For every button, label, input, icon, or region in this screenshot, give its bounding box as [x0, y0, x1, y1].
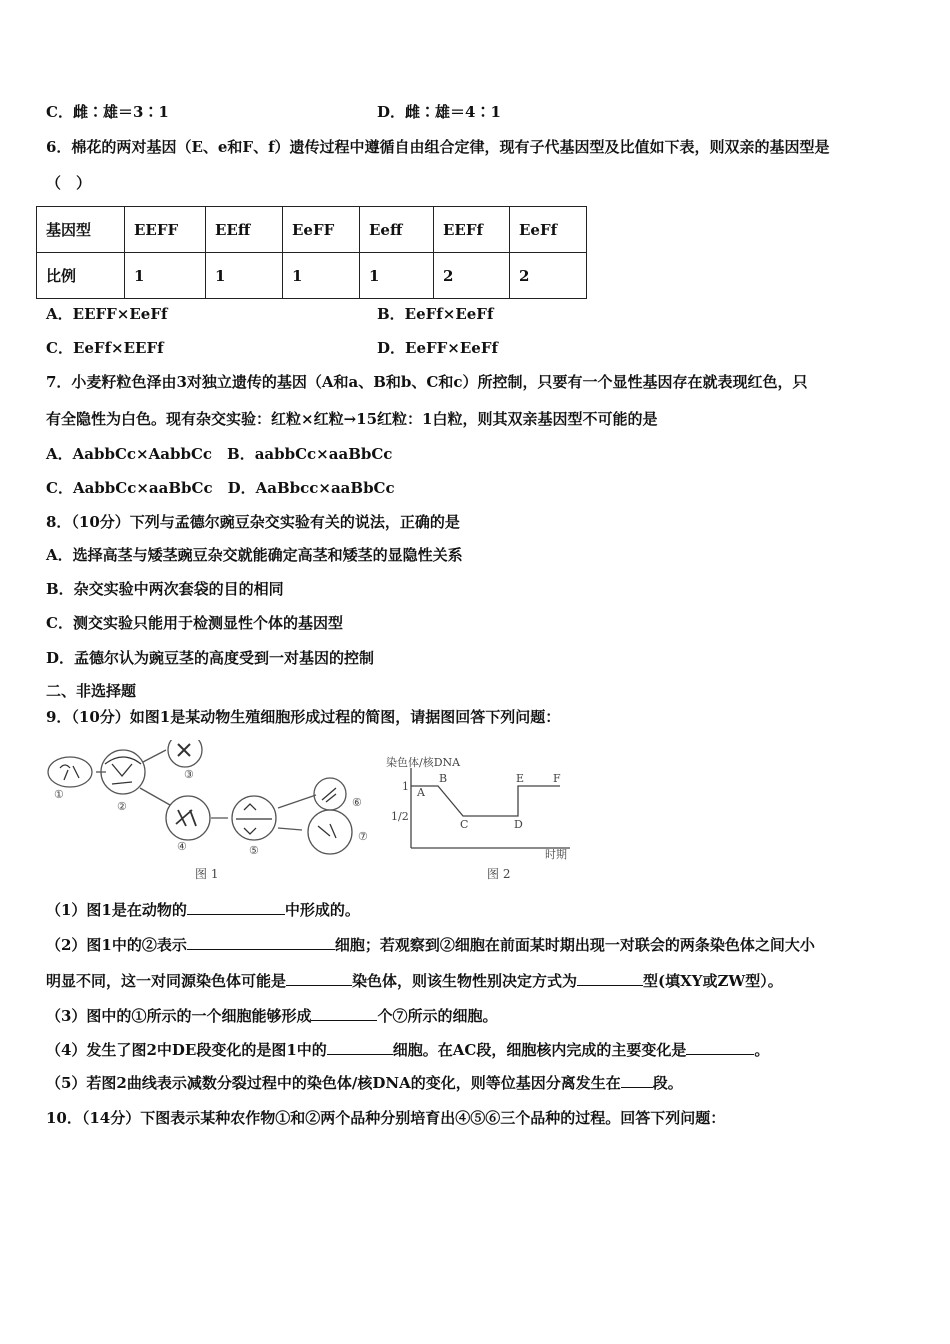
q6-stem: 6．棉花的两对基因（E、e和F、f）遗传过程中遵循自由组合定律，现有子代基因型及比值如下表，则双亲的基因型是: [46, 138, 830, 156]
q6-option-b: B．EeFf×EeFf: [377, 305, 494, 323]
answer-blank[interactable]: [286, 971, 352, 986]
q9-p2-text: （2）图1中的②表示: [46, 936, 187, 954]
q9-part-4: [46, 1040, 769, 1060]
table-cell: 1: [360, 253, 434, 299]
cell-7: [308, 810, 352, 854]
q9-part-3: [46, 1006, 497, 1026]
fig2-point-label: D: [514, 818, 523, 831]
q9-p2-text: 型(填XY或ZW型）。: [643, 972, 783, 990]
q9-figures: [40, 740, 600, 890]
fig1-label-1: ①: [54, 788, 64, 801]
q9-p1-text: （1）图1是在动物的: [46, 901, 187, 919]
q9-part-2: [46, 935, 815, 955]
fig2-point-label: E: [516, 772, 525, 785]
fig2-point-label: C: [460, 818, 469, 831]
table-row-genotype: [37, 207, 587, 253]
fig1-label-7: ⑦: [358, 830, 368, 843]
q7-options-cd: C．AabbCc×aaBbCc D．AaBbcc×aaBbCc: [46, 479, 395, 497]
cell-4: [166, 796, 210, 840]
answer-blank[interactable]: [621, 1073, 653, 1088]
q8-option-a: A．选择高茎与矮茎豌豆杂交就能确定高茎和矮茎的显隐性关系: [46, 546, 463, 564]
q9-p4-text: 。: [754, 1041, 770, 1059]
q6-option-d: D．EeFF×EeFf: [377, 339, 498, 357]
q9-part-2-cont: [46, 971, 783, 991]
genotype-table: [36, 206, 587, 299]
q9-part-5: [46, 1073, 683, 1093]
table-header-label: 基因型: [37, 207, 125, 253]
answer-blank[interactable]: [311, 1006, 377, 1021]
arrow-icon: [143, 750, 166, 762]
q9-stem: 9．（10分）如图1是某动物生殖细胞形成过程的简图，请据图回答下列问题：: [46, 708, 561, 726]
q8-option-c: C．测交实验只能用于检测显性个体的基因型: [46, 614, 343, 632]
table-cell: 1: [206, 253, 283, 299]
arrow-icon: [278, 795, 316, 808]
fig2-y-tick: 1: [402, 780, 409, 793]
figure-2-caption: 图 2: [487, 867, 511, 881]
ratio-curve: [411, 786, 560, 816]
q8-stem: 8．（10分）下列与孟德尔豌豆杂交实验有关的说法，正确的是: [46, 513, 460, 531]
fig1-label-2: ②: [117, 800, 127, 813]
section-heading: 二、非选择题: [46, 682, 137, 700]
table-cell: EEFF: [125, 207, 206, 253]
fig1-label-6: ⑥: [352, 796, 362, 809]
table-ratio-label: 比例: [37, 253, 125, 299]
arrow-icon: [278, 828, 302, 830]
q6-option-a: A．EEFF×EeFf: [46, 305, 168, 323]
answer-blank[interactable]: [187, 935, 335, 950]
q6-paren: （ ）: [46, 174, 92, 192]
table-cell: EEff: [206, 207, 283, 253]
fig1-label-3: ③: [184, 768, 194, 781]
q9-p5-text: （5）若图2曲线表示减数分裂过程中的染色体/核DNA的变化，则等位基因分离发生在: [46, 1074, 621, 1092]
table-row-ratio: [37, 253, 587, 299]
answer-blank[interactable]: [327, 1040, 393, 1055]
chromosome-icon: [176, 810, 196, 826]
q9-part-1: [46, 900, 360, 920]
figure-1-cell-diagram: [48, 740, 352, 854]
chromosome-icon: [322, 788, 336, 802]
fig2-point-label: F: [553, 772, 561, 785]
chromosome-icon: [318, 824, 336, 838]
fig2-point-label: A: [417, 786, 425, 799]
fig2-y-label: 染色体/核DNA: [386, 756, 461, 769]
cell-6: [314, 778, 346, 810]
q9-p3-text: （3）图中的①所示的一个细胞能够形成: [46, 1007, 312, 1025]
chromosome-icon: [105, 757, 141, 784]
answer-blank[interactable]: [187, 900, 285, 915]
fig2-x-label: 时期: [545, 848, 567, 861]
q7-stem-line1: 7．小麦籽粒色泽由3对独立遗传的基因（A和a、B和b、C和c）所控制，只要有一个显性基因存在就表现红色，只: [46, 373, 808, 391]
q5-option-d: D．雌∶雄＝4∶1: [377, 103, 501, 121]
q9-p4-text: （4）发生了图2中DE段变化的是图1中的: [46, 1041, 327, 1059]
chromosome-icon: [236, 804, 272, 834]
table-cell: EEFf: [434, 207, 510, 253]
q9-p3-text: 个⑦所示的细胞。: [377, 1007, 498, 1025]
q9-p2-text: 细胞；若观察到②细胞在前面某时期出现一对联会的两条染色体之间大小: [334, 936, 815, 954]
q9-p2-text: 明显不同，这一对同源染色体可能是: [46, 972, 287, 990]
table-cell: 1: [125, 253, 206, 299]
q5-option-c: C．雌∶雄＝3∶1: [46, 103, 169, 121]
table-cell: 2: [510, 253, 587, 299]
answer-blank[interactable]: [686, 1040, 754, 1055]
table-cell: EeFf: [510, 207, 587, 253]
q9-p4-text: 细胞。在AC段，细胞核内完成的主要变化是: [392, 1041, 687, 1059]
figure-1-caption: 图 1: [195, 867, 219, 881]
fig2-y-tick: 1/2: [391, 810, 409, 823]
q10-stem: 10．（14分）下图表示某种农作物①和②两个品种分别培育出④⑤⑥三个品种的过程。回答下列问题：: [46, 1109, 726, 1127]
q7-stem-line2: 有全隐性为白色。现有杂交实验：红粒×红粒→15红粒：1白粒，则其双亲基因型不可能的是: [46, 410, 658, 428]
q6-option-c: C．EeFf×EEFf: [46, 339, 164, 357]
answer-blank[interactable]: [577, 971, 643, 986]
table-cell: Eeff: [360, 207, 434, 253]
q9-p2-text: 染色体，则该生物性别决定方式为: [352, 972, 578, 990]
q8-option-b: B．杂交实验中两次套袋的目的相同: [46, 580, 284, 598]
chromosome-icon: [178, 744, 190, 756]
table-cell: 1: [283, 253, 360, 299]
cell-1: [48, 757, 92, 787]
chromosome-icon: [60, 765, 79, 780]
table-cell: 2: [434, 253, 510, 299]
q9-p5-text: 段。: [652, 1074, 683, 1092]
arrow-icon: [140, 788, 170, 805]
cell-5: [232, 796, 276, 840]
cell-3: [168, 740, 202, 767]
figure-2-graph: [411, 768, 570, 848]
fig1-label-5: ⑤: [249, 844, 259, 857]
fig1-label-4: ④: [177, 840, 187, 853]
q8-option-d: D．孟德尔认为豌豆茎的高度受到一对基因的控制: [46, 649, 375, 667]
q9-p1-text: 中形成的。: [284, 901, 360, 919]
fig2-point-label: B: [439, 772, 448, 785]
table-cell: EeFF: [283, 207, 360, 253]
q7-options-ab: A．AabbCc×AabbCc B．aabbCc×aaBbCc: [46, 445, 393, 463]
